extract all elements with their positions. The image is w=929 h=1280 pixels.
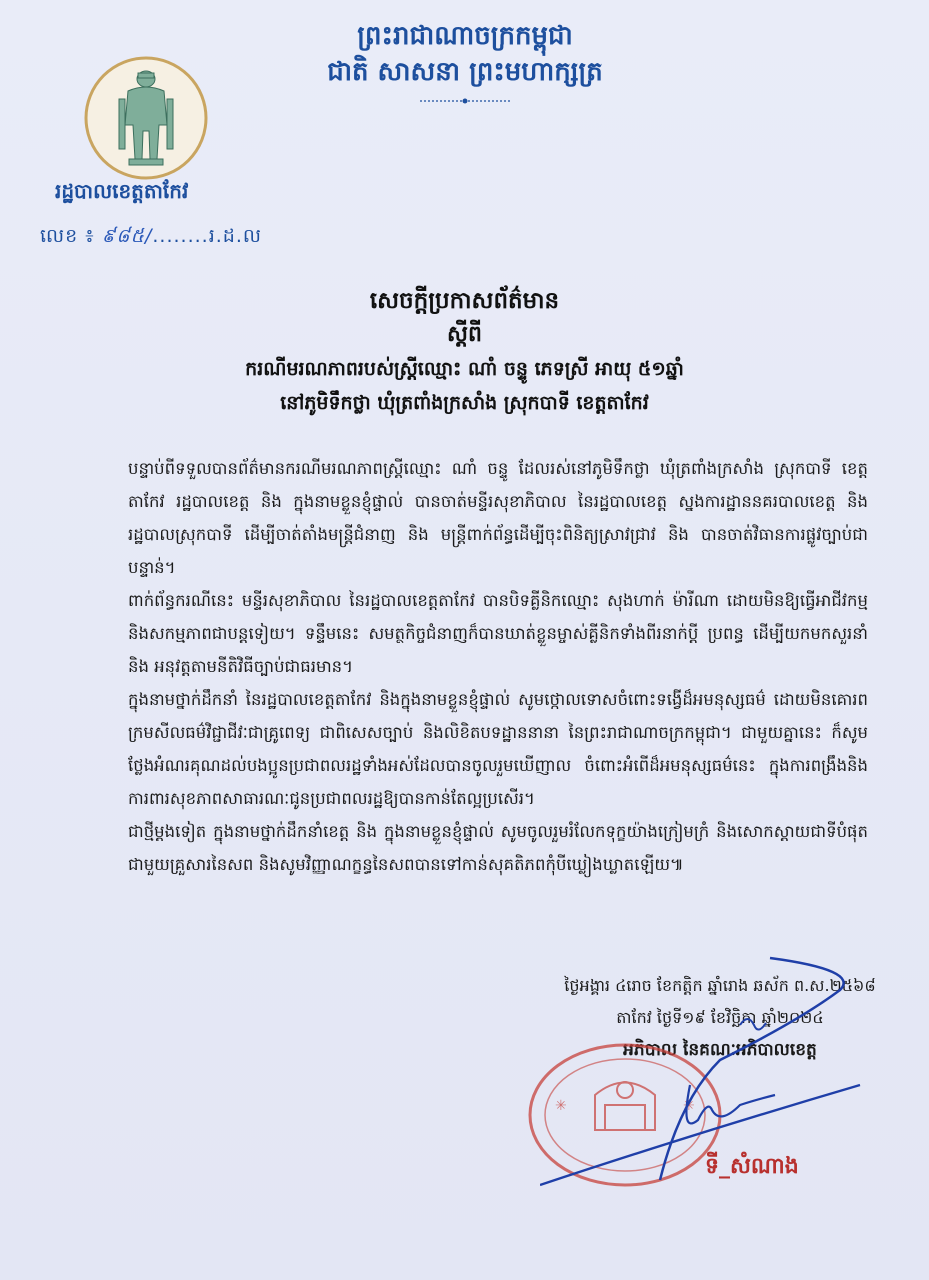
- svg-text:✳: ✳: [683, 1098, 695, 1114]
- title-line-3: ករណីមរណភាពរបស់ស្ត្រីឈ្មោះ ណាំ ចន្ទូ ភេទស្រី អាយុ ៥១ឆ្នាំ: [245, 358, 684, 380]
- kingdom-header: [300, 18, 630, 109]
- title-line-4: នៅភូមិទឹកថ្លា ឃុំត្រពាំងក្រសាំង ស្រុកបាទី ខេត្តតាកែវ: [280, 392, 649, 414]
- kingdom-motto: ជាតិ សាសនា ព្រះមហាក្សត្រ: [327, 57, 603, 87]
- ref-number-handwritten: ៩៨៥/: [101, 225, 153, 247]
- signatory-title: អភិបាល នៃគណៈអភិបាលខេត្ត: [623, 1040, 817, 1060]
- reference-number: [40, 224, 262, 252]
- signer-name: ទី_សំណាង: [705, 1154, 799, 1179]
- body-paragraph-2: ពាក់ព័ន្ធករណីនេះ មន្ទីរសុខាភិបាល នៃរដ្ឋបាលខេត្តតាកែវ បានបិទគ្លីនិកឈ្មោះ សុងហាក់ ម៉ារីណា ដោយមិនឱ្យធ្វើអាជីវកម្ម និងសកម្មភាពជាបន្តទៀយ។ ទន្ទឹមនេះ សមត្ថកិច្ចជំនាញក៏បានឃាត់ខ្លួនម្ចាស់គ្លីនិកទាំងពីរនាក់ប្តី ប្រពន្ធ ដើម្បីយកមកសួរនាំ និង អនុវត្តតាមនីតិវិធីច្បាប់ជាធរមាន។: [128, 591, 868, 676]
- kingdom-line-1: ព្រះរាជាណាចក្រកម្ពុជា: [357, 21, 573, 51]
- title-line-2: ស្តីពី: [447, 322, 482, 347]
- svg-text:✳: ✳: [555, 1098, 567, 1114]
- title-line-1: សេចក្តីប្រកាសព័ត៌មាន: [369, 288, 560, 314]
- ref-label: លេខ ៖: [40, 225, 95, 247]
- divider-ornament-icon: [420, 97, 510, 105]
- body-paragraph-4: ជាថ្មីម្តងទៀត ក្នុងនាមថ្នាក់ដឹកនាំខេត្ត និង ក្នុងនាមខ្លួនខ្ញុំផ្ទាល់ សូមចូលរួមរំលែកទុក្ខយ៉ាងក្រៀមក្រំ និងសោកស្តាយជាទីបំផុតជាមួយគ្រួសារនៃសព និងសូមវិញ្ញាណក្ខន្ធនៃសពបានទៅកាន់សុគតិភពកុំបីឃ្លៀងឃ្លាតឡើយ៕: [128, 822, 868, 874]
- solar-date: តាកែវ ថ្ងៃទី១៩ ខែវិច្ឆិកា ឆ្នាំ២០២៤: [616, 1008, 824, 1027]
- statue-emblem-icon: [83, 55, 209, 181]
- announcement-body: [128, 452, 868, 881]
- body-paragraph-1: បន្ទាប់ពីទទួលបានព័ត៌មានករណីមរណភាពស្ត្រីឈ្មោះ ណាំ ចន្ទូ ដែលរស់នៅភូមិទឹកថ្លា ឃុំត្រពាំងក្រសាំង ស្រុកបាទី ខេត្តតាកែវ រដ្ឋបាលខេត្ត និង ក្នុងនាមខ្លួនខ្ញុំផ្ទាល់ បានចាត់មន្ទីរសុខាភិបាល នៃរដ្ឋបាលខេត្ត ស្នងការដ្ឋាននគរបាលខេត្ត និង រដ្ឋបាលស្រុកបាទី ដើម្បីចាត់តាំងមន្ត្រីជំនាញ និង មន្ត្រីពាក់ព័ន្ធដើម្បីចុះពិនិត្យស្រាវជ្រាវ និង បានចាត់វិធានការផ្លូវច្បាប់ជាបន្ទាន់។: [128, 459, 868, 577]
- ref-code: រ.ដ.ល: [208, 225, 262, 247]
- announcement-title: [0, 284, 929, 420]
- agency-name: រដ្ឋបាលខេត្តតាកែវ: [55, 179, 189, 203]
- body-paragraph-3: ក្នុងនាមថ្នាក់ដឹកនាំ នៃរដ្ឋបាលខេត្តតាកែវ និងក្នុងនាមខ្លួនខ្ញុំផ្ទាល់ សូមថ្កោលទោសចំពោះទង្វើដ៏អមនុស្សធម៌ ដោយមិនគោរពក្រមសីលធម៌វិជ្ជាជីវៈជាគ្រូពេទ្យ ជាពិសេសច្បាប់ និងលិខិតបទដ្ឋាននានា នៃព្រះរាជាណាចក្រកម្ពុជា។ ជាមួយគ្នានេះ ក៏សូមថ្លែងអំណរគុណដល់បងប្អូនប្រជាពលរដ្ឋទាំងអស់ដែលបានចូលរួមឃើញាល ចំពោះអំពើដ៏អមនុស្សធម៌នេះ ក្នុងការពង្រឹងនិងការពារសុខភាពសាធារណៈជូនប្រជាពលរដ្ឋឱ្យបានកាន់តែល្អប្រសើរ។: [128, 690, 868, 808]
- lunar-date: ថ្ងៃអង្គារ ៤រោច ខែកត្តិក ឆ្នាំរោង ឆស័ក ព.ស.២៥៦៨: [564, 976, 876, 995]
- ref-suffix: ........: [152, 225, 209, 247]
